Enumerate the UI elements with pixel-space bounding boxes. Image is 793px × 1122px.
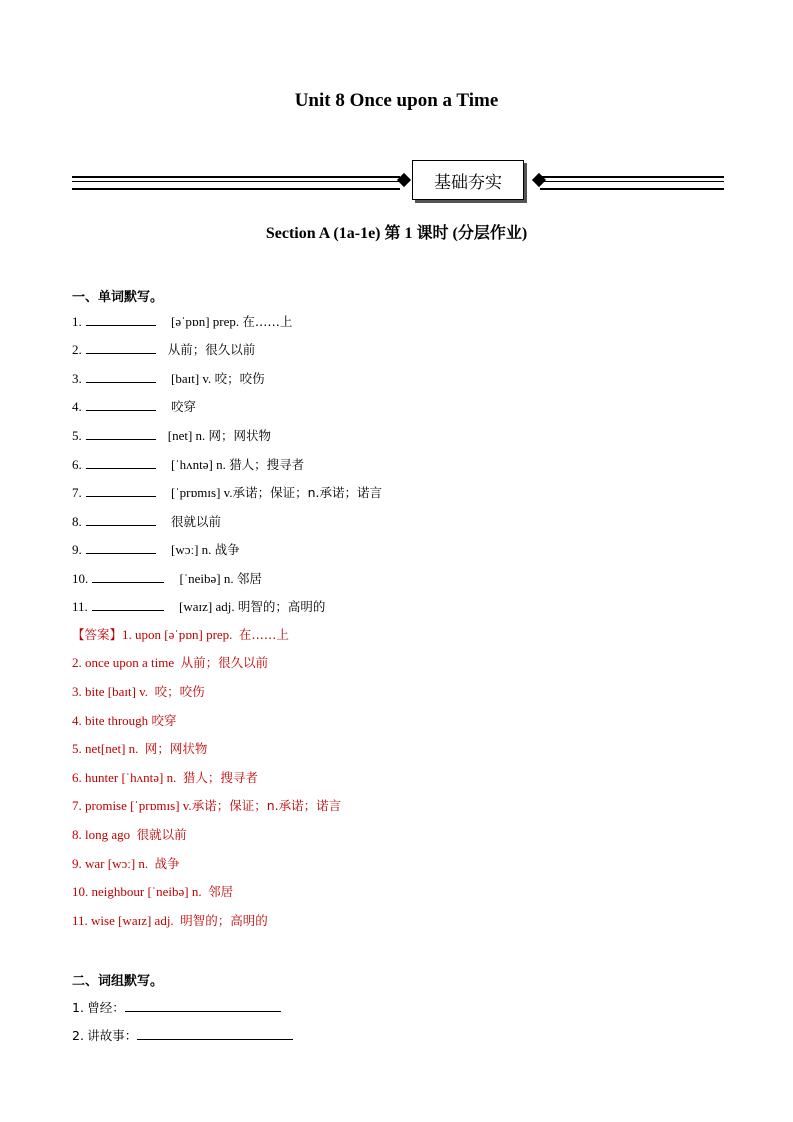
answer-blank[interactable]: [86, 484, 156, 497]
answer-blank[interactable]: [86, 427, 156, 440]
list-item: 1. [əˈpɒn] prep. 在……上: [72, 314, 293, 329]
list-item: 10. [ˈneibə] n. 邻居: [72, 571, 262, 586]
list-item: 4. 咬穿: [72, 399, 197, 414]
section-banner: [72, 160, 724, 202]
answer-blank[interactable]: [86, 313, 156, 326]
answer-blank[interactable]: [86, 370, 156, 383]
list-item: 8. 很就以前: [72, 514, 222, 529]
list-item: 2. 讲故事：: [72, 1027, 293, 1044]
answer-item: 5. net[net] n. 网；网状物: [72, 741, 208, 756]
page-title: Unit 8 Once upon a Time: [294, 90, 499, 111]
list-item: 11. [waɪz] adj. 明智的；高明的: [72, 599, 326, 614]
answer-item: 10. neighbour [ˈneibə] n. 邻居: [72, 884, 234, 899]
answer-blank[interactable]: [86, 456, 156, 469]
answer-item: 3. bite [baɪt] v. 咬；咬伤: [72, 684, 205, 699]
answer-item: 6. hunter [ˈhʌntə] n. 猎人；搜寻者: [72, 770, 258, 785]
answer-item: 7. promise [ˈprɒmɪs] v.承诺；保证；n.承诺；诺言: [72, 798, 342, 813]
answer-item: 4. bite through 咬穿: [72, 713, 177, 728]
answer-blank[interactable]: [86, 398, 156, 411]
banner-label: 基础夯实: [412, 160, 524, 200]
list-item: 1. 曾经：: [72, 999, 281, 1016]
answer-item: 9. war [wɔː] n. 战争: [72, 856, 180, 871]
part1-heading: 一、单词默写。: [72, 290, 164, 305]
answer-blank[interactable]: [125, 999, 281, 1012]
answer-blank[interactable]: [86, 541, 156, 554]
answer-label: 【答案】: [72, 627, 123, 642]
answer-item: 【答案】1. upon [əˈpɒn] prep. 在……上: [72, 627, 289, 642]
answer-blank[interactable]: [86, 513, 156, 526]
answer-item: 8. long ago 很就以前: [72, 827, 187, 842]
list-item: 3. [baɪt] v. 咬；咬伤: [72, 371, 265, 386]
list-item: 6. [ˈhʌntə] n. 猎人；搜寻者: [72, 457, 305, 472]
list-item: 9. [wɔː] n. 战争: [72, 542, 240, 557]
list-item: 2. 从前；很久以前: [72, 342, 256, 357]
answer-blank[interactable]: [86, 341, 156, 354]
answer-item: 11. wise [waɪz] adj. 明智的；高明的: [72, 913, 268, 928]
part2-heading: 二、词组默写。: [72, 974, 164, 989]
list-item: 5. [net] n. 网；网状物: [72, 428, 272, 443]
answer-blank[interactable]: [92, 570, 164, 583]
answer-item: 2. once upon a time 从前；很久以前: [72, 655, 269, 670]
answer-blank[interactable]: [92, 598, 164, 611]
banner-rule-right: [540, 176, 724, 190]
section-title: Section A (1a-1e) 第 1 课时 (分层作业): [265, 225, 528, 242]
banner-rule-left: [72, 176, 400, 190]
list-item: 7. [ˈprɒmɪs] v.承诺；保证；n.承诺；诺言: [72, 485, 382, 500]
answer-blank[interactable]: [137, 1027, 293, 1040]
